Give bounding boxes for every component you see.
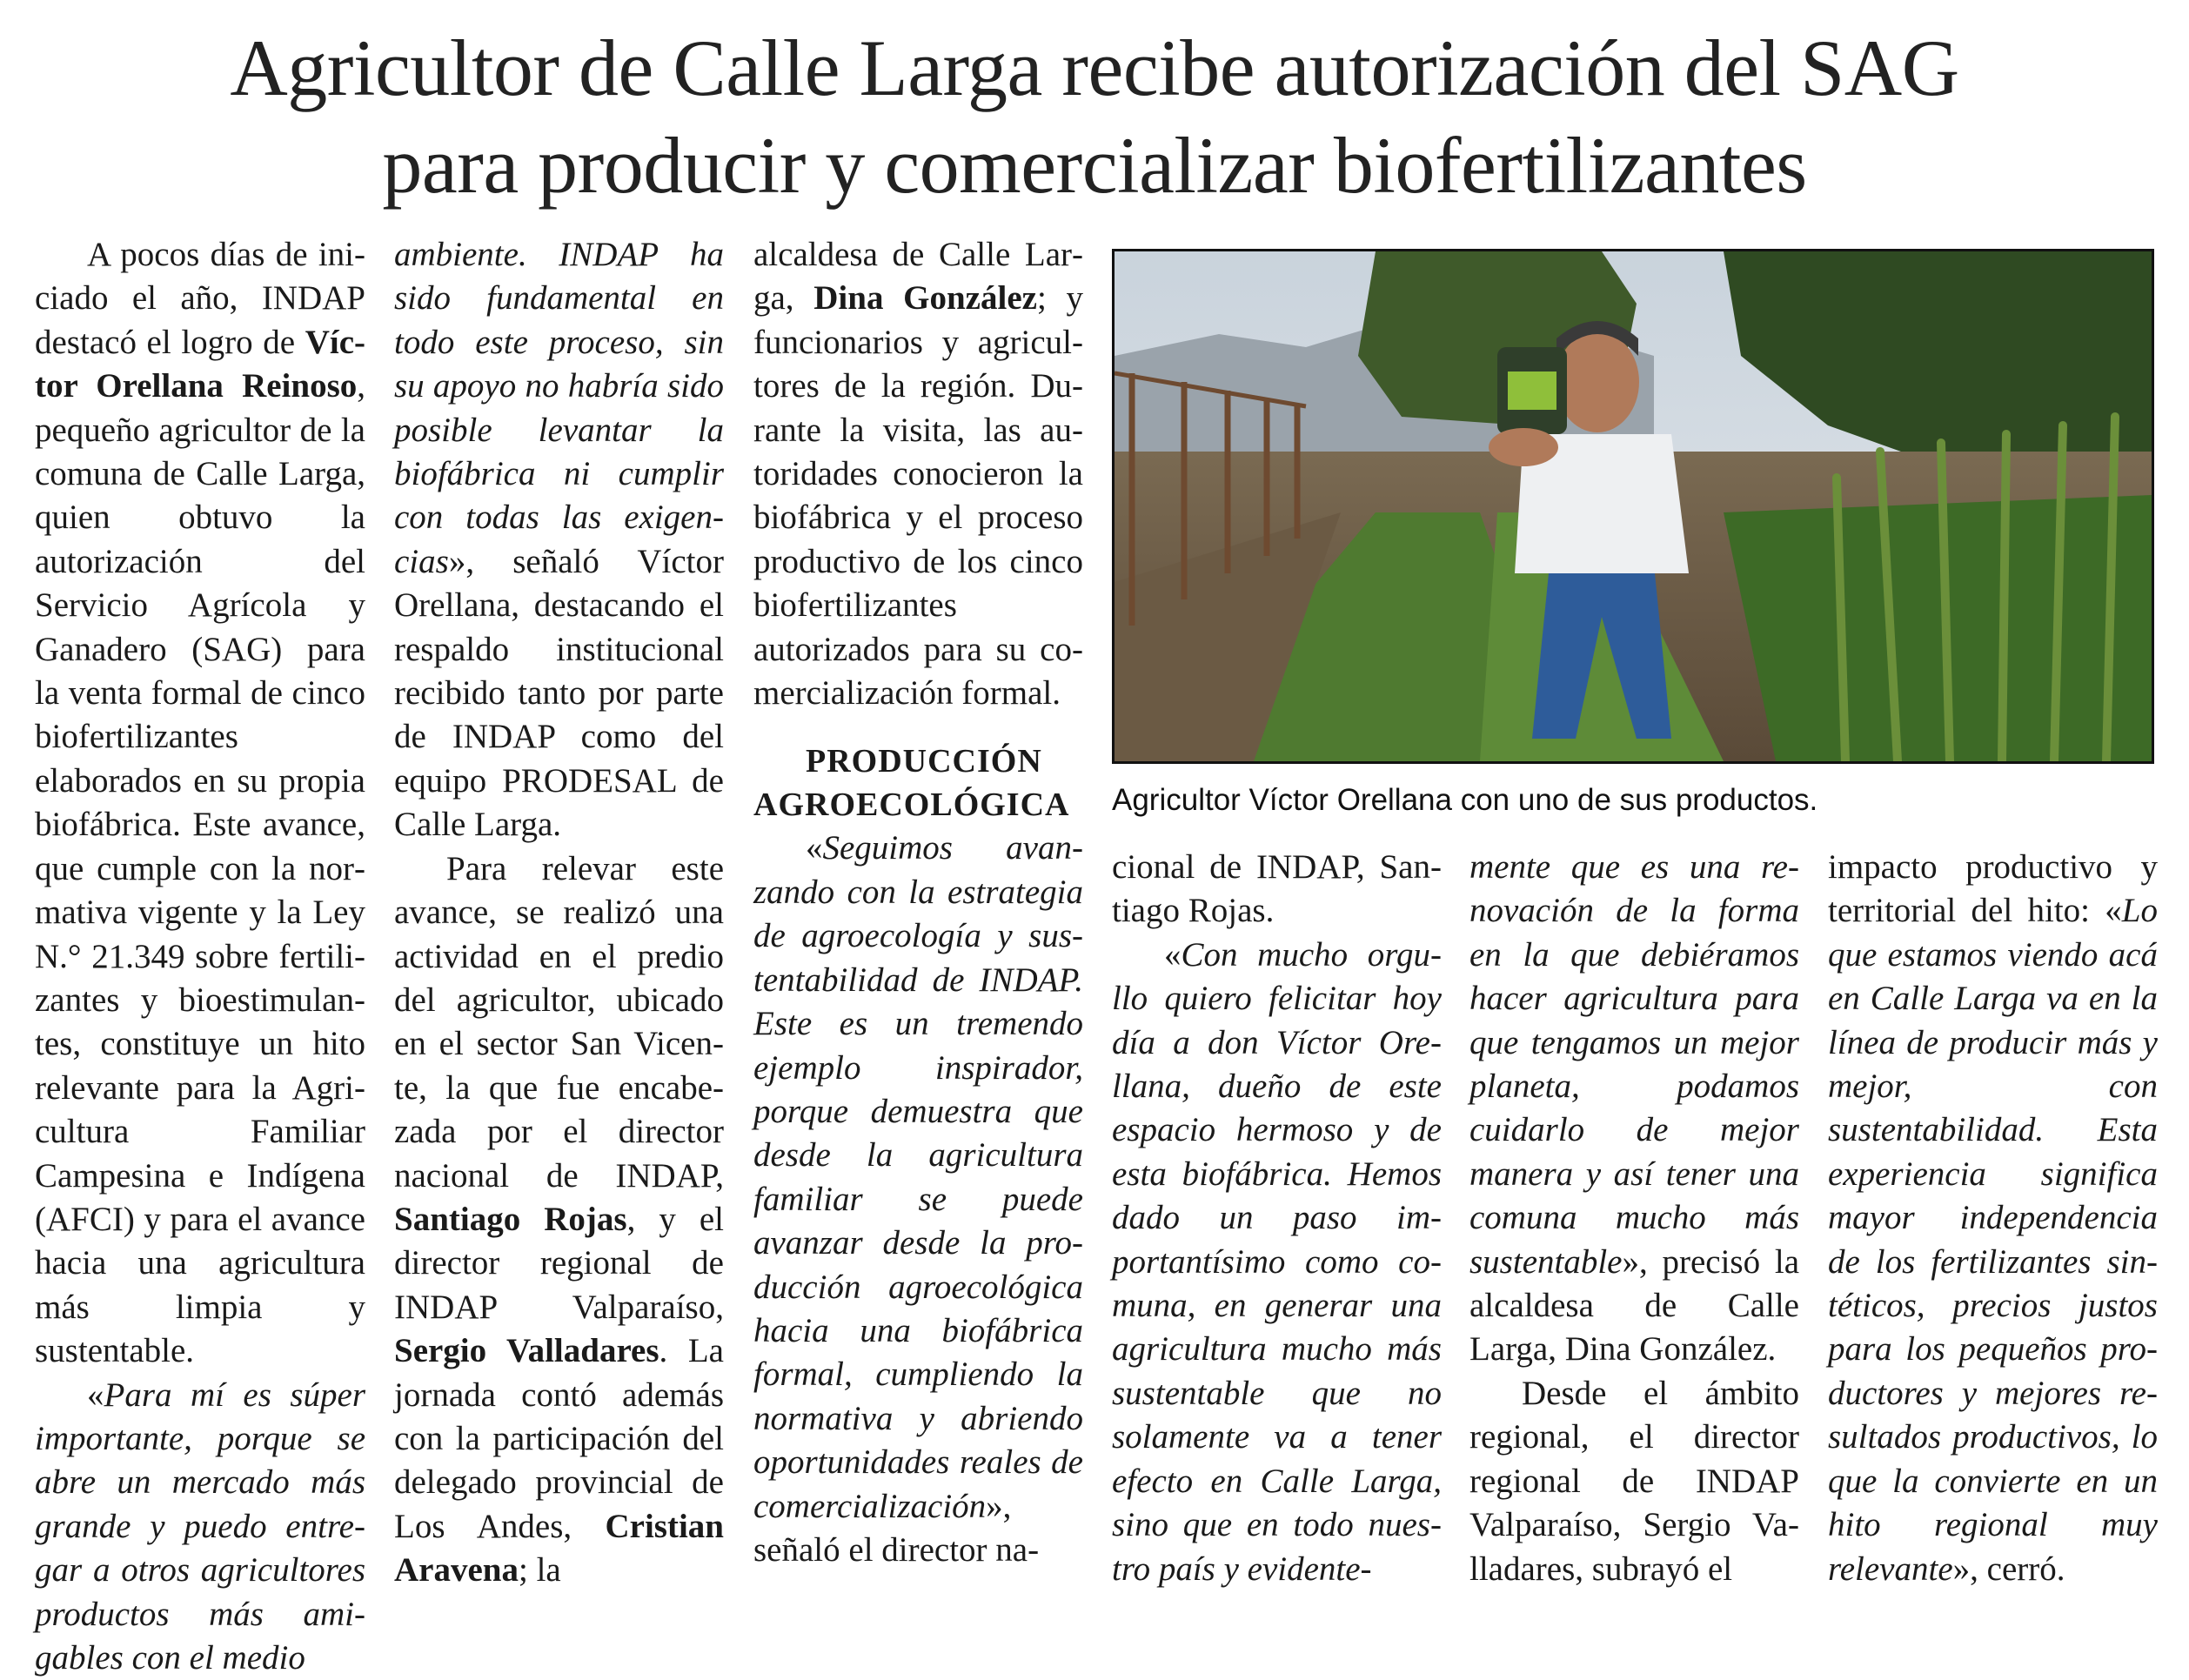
paragraph — [394, 847, 724, 1593]
text-column-1 — [35, 233, 365, 1680]
text-run: alcaldesa de Calle Larga, — [753, 236, 1083, 318]
article-headline — [0, 19, 2189, 214]
paragraph — [753, 827, 1083, 1572]
text-run: Para relevar este avance, se realizó una actividad en el predio del agricultor, ubicado en el sector San Vicente, la que fue encabezada por el director nacional de INDAP, — [394, 849, 724, 1195]
paragraph — [394, 233, 724, 847]
text-column-6 — [1828, 846, 2158, 1591]
text-run: A pocos días de iniciado el año, INDAP destacó el logro de — [35, 236, 365, 361]
text-run: , y el director regional de INDAP Valparaíso, — [394, 1200, 724, 1326]
text-run: », cerró. — [1952, 1549, 2065, 1588]
text-column-5 — [1469, 846, 1799, 1591]
paragraph — [35, 233, 365, 1374]
quote-text: Con mucho orgullo quiero felicitar hoy día a don Víctor Orellana, dueño de este espacio hermoso y de esta biofábrica. Hemos dado un paso importantísimo como comuna, en generar una agricultura mucho más sustentable que no solamente va a tener efecto en Calle Larga, sino que en todo nuestro país y evidente- — [1112, 935, 1442, 1588]
person-name-bold: Dina González — [813, 279, 1037, 318]
quote-mark: « — [1164, 935, 1182, 974]
article-photo — [1112, 249, 2154, 764]
text-run: », precisó la alcaldesa de Calle Larga, Dina González. — [1469, 1242, 1799, 1369]
headline-line-2: para producir y comercializar biofertilizantes — [382, 121, 1807, 210]
paragraph: cional de INDAP, Santiago Rojas. — [1112, 848, 1442, 930]
quote-text: Seguimos avanzando con la estrategia de agroecología y sustentabilidad de INDAP. Este es un tremendo ejemplo inspirador, porque demuestra que desde la agricultura familiar se puede avanzar desde la producción agroecológica hacia una biofábrica formal, cumpliendo la normativa y abriendo oportunidades reales de comercialización — [753, 829, 1083, 1525]
text-column-4 — [1112, 846, 1442, 1591]
text-column-3 — [753, 233, 1083, 1572]
text-run: impacto productivo y territorial del hito: « — [1828, 848, 2158, 930]
paragraph: Desde el ámbito regional, el director regional de INDAP Valparaíso, Sergio Valladares, subrayó el — [1469, 1374, 1799, 1588]
text-run: », señaló Víctor Orellana, destacando el respaldo institucional recibido tanto por parte de INDAP como del equipo PRODESAL de Calle Larga. — [394, 542, 724, 844]
section-subhead: PRODUCCIÓN AGROECOLÓGICA — [753, 743, 1070, 824]
paragraph — [35, 1374, 365, 1680]
text-run: , pequeño agricultor de la comuna de Calle Larga, quien obtuvo la autorización del Servicio Agrícola y Ganadero (SAG) para la venta formal de cinco biofertilizantes elaborados en su propia biofábrica. Este avance, que cumple con la normativa vigente y la Ley N.° 21.349 sobre fertilizantes y bioestimulantes, constituye un hito relevante para la Agricultura Familiar Campesina e Indígena (AFCI) y para el avance hacia una agricultura más limpia y sustentable. — [35, 367, 365, 1370]
text-run: ; la — [518, 1551, 561, 1590]
text-run: . La jornada contó además con la participación del delegado provincial de Los Andes, — [394, 1332, 724, 1545]
quote-mark: « — [87, 1375, 104, 1414]
paragraph — [1112, 934, 1442, 1591]
person-name-bold: Santiago Rojas — [394, 1200, 627, 1238]
headline-line-1: Agricultor de Calle Larga recibe autorización del SAG — [230, 23, 1959, 112]
farmer-photo-illustration — [1115, 251, 2152, 761]
text-run: », señaló el director na- — [753, 1487, 1040, 1569]
quote-text: mente que es una renovación de la forma en la que debiéramos hacer agricultura para que tengamos un mejor planeta, podamos cuidarlo de mejor manera y así tener una comuna mucho más sustentable — [1469, 848, 1799, 1281]
photo-caption: Agricultor Víctor Orellana con uno de sus productos. — [1112, 783, 1818, 817]
text-column-2 — [394, 233, 724, 1593]
text-run: ; y funcionarios y agricultores de la región. Durante la visita, las autoridades conocieron la biofábrica y el proceso productivo de los cinco biofertilizantes autorizados para su comercialización formal. — [753, 279, 1083, 713]
paragraph — [1828, 846, 2158, 1591]
person-name-bold: Víctor Orellana Reinoso — [35, 323, 365, 405]
quote-text: ambiente. INDAP ha sido fundamental en todo este proceso, sin su apoyo no habría sido posible levantar la biofábrica ni cumplir con todas las exigencias — [394, 236, 724, 580]
quote-mark: « — [806, 829, 823, 867]
quote-text: Lo que estamos viendo acá en Calle Larga va en la línea de producir más y mejor, con sustentabilidad. Esta experiencia significa mayor independencia de los fertilizantes sintéticos, precios justos para los pequeños productores y mejores resultados productivos, lo que la convierte en un hito regional muy relevante — [1828, 892, 2158, 1588]
person-name-bold: Sergio Valladares — [394, 1332, 659, 1370]
person-name-bold: Cristian Aravena — [394, 1507, 724, 1590]
paragraph — [753, 233, 1083, 715]
paragraph — [1469, 846, 1799, 1372]
quote-text: Para mí es súper importante, porque se abre un mercado más grande y puedo entregar a otros agricultores productos más amigables con el medio — [35, 1375, 365, 1677]
